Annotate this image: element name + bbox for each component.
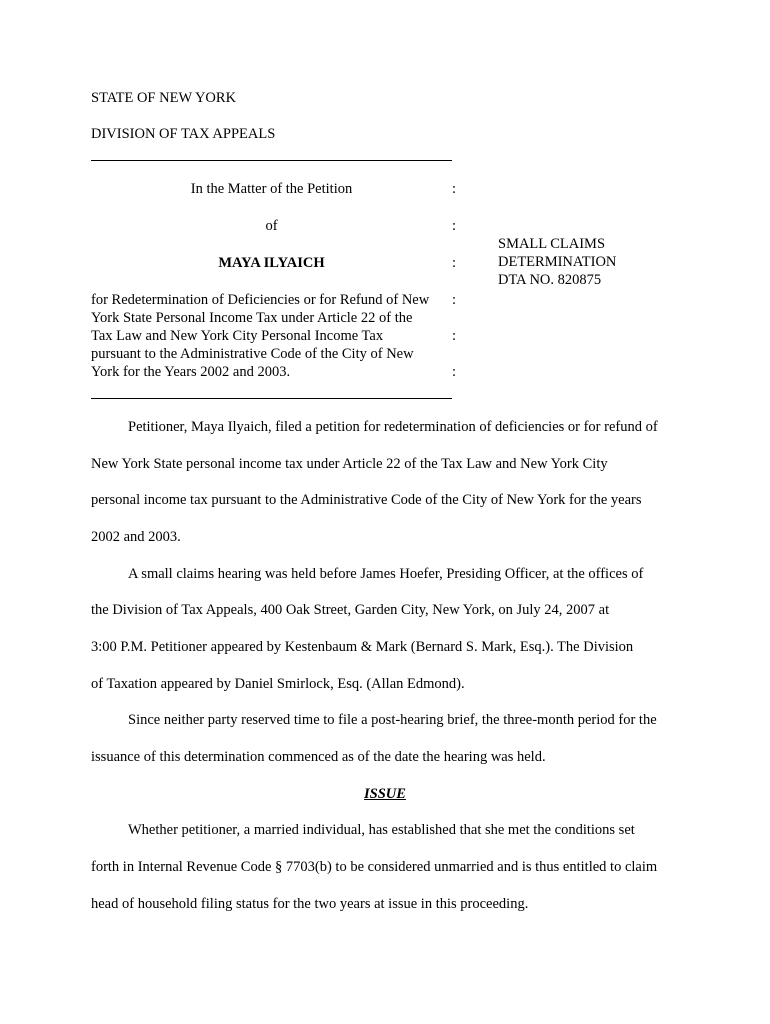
body-line: A small claims hearing was held before James Hoefer, Presiding Officer, at the offices of [128,566,644,582]
body-line: issuance of this determination commenced as of the date the hearing was held. [91,749,546,765]
determination-type: SMALL CLAIMS [498,236,606,252]
state-heading: STATE OF NEW YORK [91,90,237,106]
body-line: Petitioner, Maya Ilyaich, filed a petition for redetermination of deficiencies or for refund of [128,419,658,435]
caption-colon-2: : [452,218,457,234]
determination-label: DETERMINATION [498,254,617,270]
body-line: the Division of Tax Appeals, 400 Oak Street, Garden City, New York, on July 24, 2007 at [91,602,610,618]
caption-purpose-line: Tax Law and New York City Personal Income Tax [91,328,384,344]
body-line: Since neither party reserved time to file a post-hearing brief, the three-month period for the [128,712,657,728]
issue-heading: ISSUE [364,786,406,802]
dta-number: DTA NO. 820875 [498,272,602,288]
caption-purpose-line: pursuant to the Administrative Code of the City of New [91,346,414,362]
caption-purpose-line: York State Personal Income Tax under Article 22 of the [91,310,413,326]
caption-colon-4: : [452,292,457,308]
division-heading: DIVISION OF TAX APPEALS [91,126,276,142]
body-line: Whether petitioner, a married individual, has established that she met the conditions set [128,822,635,838]
caption-colon-5: : [452,328,457,344]
caption-purpose-line: for Redetermination of Deficiencies or for Refund of New [91,292,430,308]
caption-purpose-line: York for the Years 2002 and 2003. [91,364,291,380]
caption-colon-6: : [452,364,457,380]
determination-block [498,235,616,289]
body-line: New York State personal income tax under Article 22 of the Tax Law and New York City [91,456,608,472]
caption-bottom-rule [91,398,452,399]
caption-top-rule [91,160,452,161]
body-line: 3:00 P.M. Petitioner appeared by Kestenbaum & Mark (Bernard S. Mark, Esq.). The Division [91,639,634,655]
caption-of: of [265,218,278,234]
body-line: of Taxation appeared by Daniel Smirlock, Esq. (Allan Edmond). [91,676,465,692]
caption-matter: In the Matter of the Petition [190,181,353,197]
body-line: forth in Internal Revenue Code § 7703(b) to be considered unmarried and is thus entitled to claim [91,859,658,875]
caption-colon-3: : [452,255,457,271]
body-line: personal income tax pursuant to the Administrative Code of the City of New York for the years [91,492,642,508]
body-line: head of household filing status for the two years at issue in this proceeding. [91,896,529,912]
body-line: 2002 and 2003. [91,529,181,545]
caption-colon-1: : [452,181,457,197]
petitioner-name: MAYA ILYAICH [218,255,325,271]
